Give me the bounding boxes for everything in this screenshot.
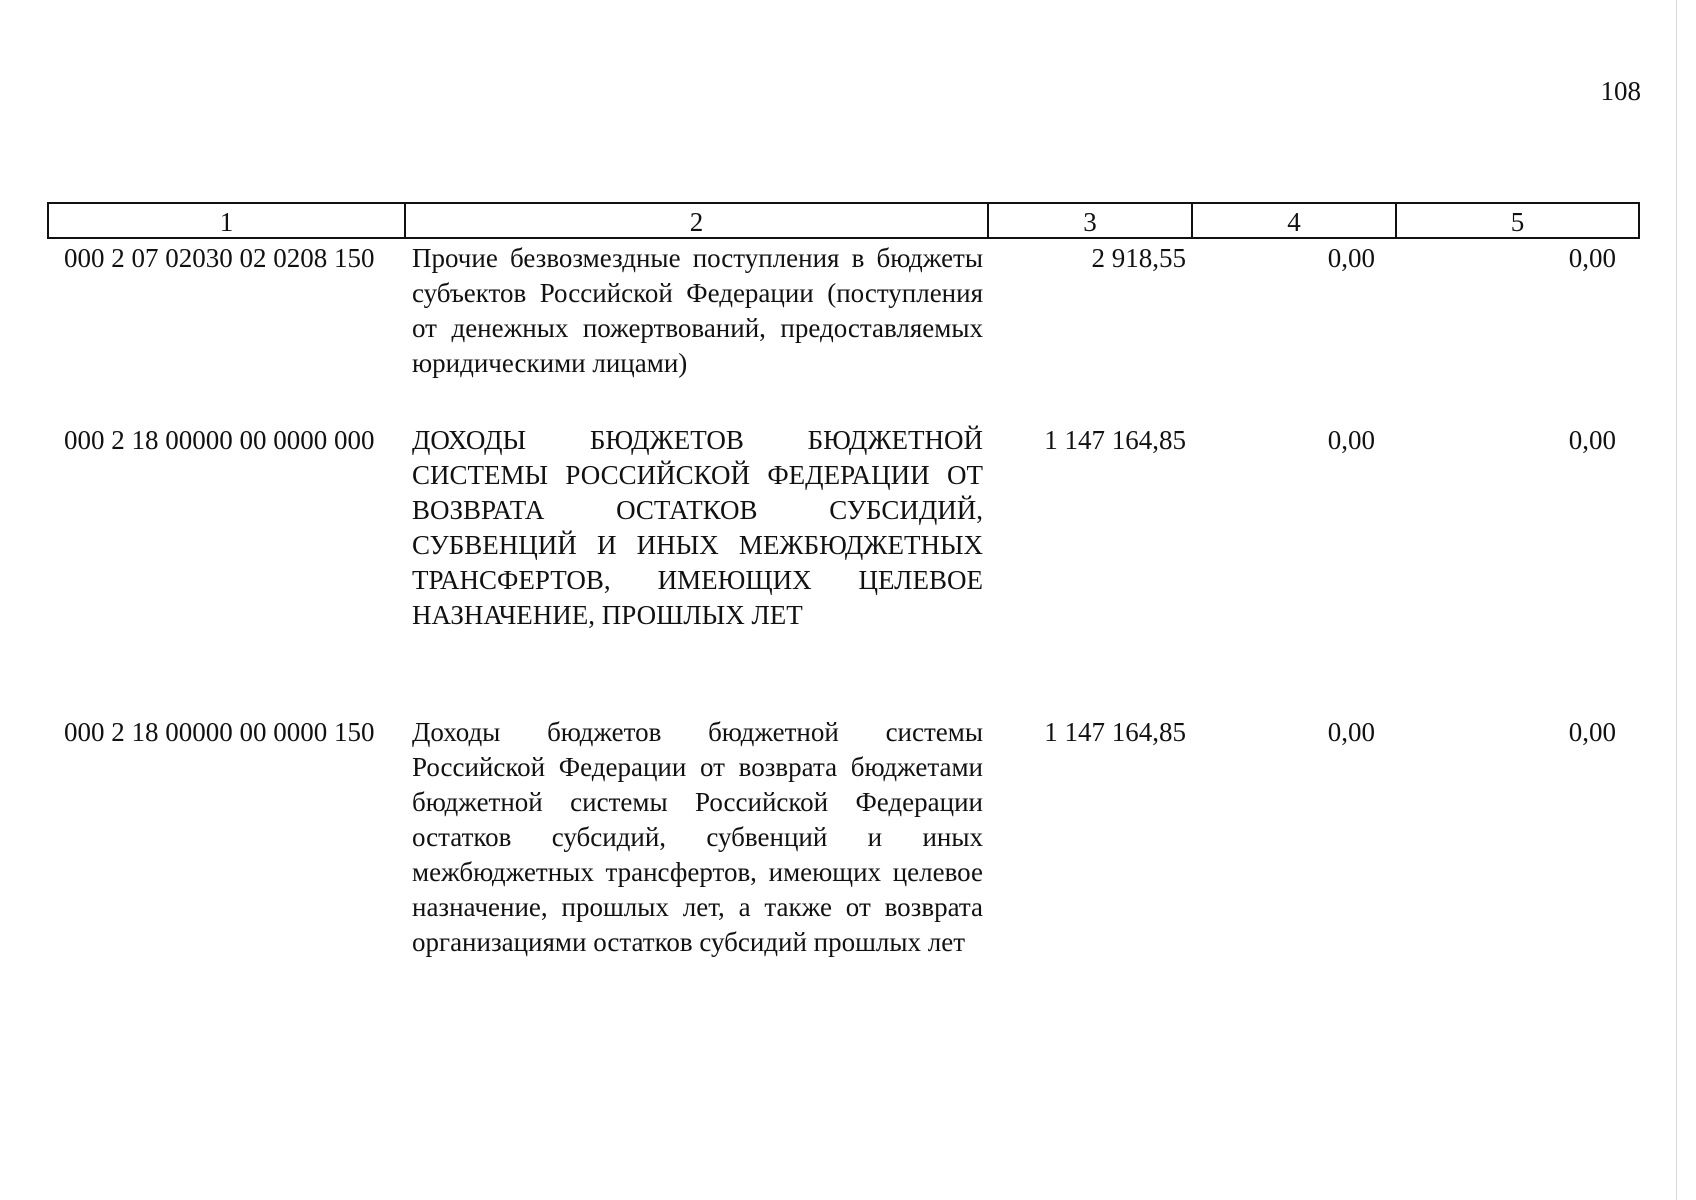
revenue-table	[47, 202, 1640, 957]
value-col-4: 0,00	[1327, 243, 1375, 273]
header-col-5: 5	[1510, 207, 1525, 237]
budget-code: 000 2 18 00000 00 0000 150	[64, 717, 375, 747]
revenue-name: ДОХОДЫ БЮДЖЕТОВ БЮДЖЕТНОЙ СИСТЕМЫ РОССИЙСКОЙ ФЕДЕРАЦИИ ОТ ВОЗВРАТА ОСТАТКОВ СУБСИДИЙ, СУБВЕНЦИЙ И ИНЫХ МЕЖБЮДЖЕТНЫХ ТРАНСФЕРТОВ, ИМЕЮЩИХ ЦЕЛЕВОЕ НАЗНАЧЕНИЕ, ПРОШЛЫХ ЛЕТ	[412, 425, 983, 630]
value-col-5: 0,00	[1568, 243, 1616, 273]
value-col-5: 0,00	[1568, 425, 1616, 455]
table-row	[47, 715, 1640, 960]
table-header-row	[47, 202, 1640, 239]
value-col-3: 1 147 164,85	[1044, 425, 1186, 455]
revenue-name: Прочие безвозмездные поступления в бюджеты субъектов Российской Федерации (поступления от денежных пожертвований, предоставляемых юридическими лицами)	[412, 243, 983, 378]
page-number: 108	[1600, 76, 1641, 106]
budget-code: 000 2 07 02030 02 0208 150	[64, 243, 375, 273]
header-col-1: 1	[49, 204, 406, 237]
table-row	[47, 241, 1640, 381]
table-row	[47, 423, 1640, 633]
value-col-5: 0,00	[1568, 717, 1616, 747]
value-col-4: 0,00	[1327, 425, 1375, 455]
revenue-name: Доходы бюджетов бюджетной системы Российской Федерации от возврата бюджетами бюджетной системы Российской Федерации остатков субсидий, субвенций и иных межбюджетных трансфертов, имеющих целевое назначение, прошлых лет, а также от возврата организациями остатков субсидий прошлых лет	[412, 717, 983, 957]
value-col-3: 1 147 164,85	[1044, 717, 1186, 747]
header-col-4: 4	[1193, 204, 1397, 237]
header-col-3: 3	[989, 204, 1193, 237]
budget-code: 000 2 18 00000 00 0000 000	[64, 425, 375, 455]
scan-edge-line	[1676, 0, 1677, 1200]
value-col-4: 0,00	[1327, 717, 1375, 747]
header-col-2: 2	[406, 204, 989, 237]
value-col-3: 2 918,55	[1091, 243, 1186, 273]
